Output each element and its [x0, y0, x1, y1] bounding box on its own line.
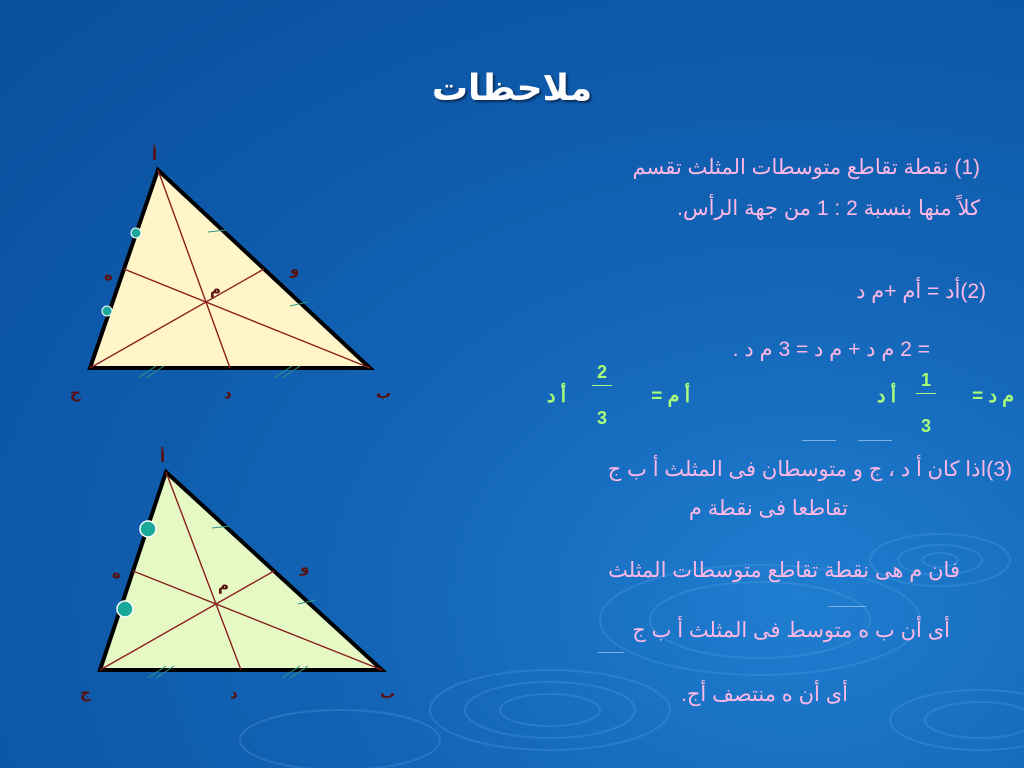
fraction-two-thirds-denominator: 3 [596, 408, 607, 428]
vertex-label-a: أ [152, 146, 158, 164]
midpoint-dot [102, 306, 112, 316]
vertex-label-b: ب [376, 384, 392, 402]
vertex-label-a: أ [160, 448, 166, 466]
note3-line4: أى أن ب ه متوسط فى المثلث أ ب ج [632, 619, 950, 642]
md-equals-label: م د = [972, 386, 1014, 407]
note1-line1: (1) نقطة تقاطع متوسطات المثلث تقسم [632, 156, 980, 179]
point-label-h: ه [112, 564, 121, 582]
overline-decoration [858, 440, 892, 441]
fraction-bar [592, 385, 612, 386]
overline-decoration [828, 606, 866, 607]
midpoint-dot [117, 601, 133, 617]
vertex-label-j: ج [80, 684, 91, 702]
point-label-d: د [230, 684, 238, 702]
fraction-one-third-denominator: 3 [920, 416, 931, 436]
fraction-two-thirds-numerator: 2 [596, 362, 607, 382]
am-equals-label: أ م = [651, 386, 690, 407]
midpoint-dot [140, 521, 156, 537]
vertex-label-b: ب [380, 684, 396, 702]
midpoint-dot [131, 228, 141, 238]
centroid-label-m: م [210, 280, 221, 298]
point-label-w: و [300, 558, 310, 576]
point-label-d: د [224, 384, 232, 402]
note3-line5: أى أن ه منتصف أج. [681, 683, 848, 706]
overline-decoration [802, 440, 836, 441]
note3-line3: فان م هى نقطة تقاطع متوسطات المثلث [608, 559, 960, 582]
note3-line2: تقاطعا فى نقطة م [688, 497, 848, 520]
note2-equation1: (2)أد = أم +م د [856, 280, 986, 303]
fraction-one-third-numerator: 1 [920, 370, 931, 390]
centroid-label-m: م [218, 576, 229, 594]
point-label-w: و [290, 260, 300, 278]
fraction-bar [916, 393, 936, 394]
ad-label-1: أ د [876, 386, 896, 407]
triangle-diagram-top [60, 140, 400, 410]
underline-decoration [598, 652, 624, 653]
triangle-shape [90, 170, 370, 368]
point-label-h: ه [104, 266, 113, 284]
vertex-label-j: ج [70, 384, 81, 402]
triangle-diagram-bottom [60, 440, 400, 710]
triangle-shape [100, 472, 382, 670]
slide-title: ملاحظات [431, 68, 593, 109]
ad-label-2: أ د [546, 386, 566, 407]
note3-line1: (3)اذا كان أ د ، ج و متوسطان فى المثلث أ ب ج [607, 458, 1012, 481]
note1-line2: كلاً منها بنسبة 2 : 1 من جهة الرأس. [677, 197, 980, 220]
note2-equation2: = 2 م د + م د = 3 م د . [732, 338, 930, 361]
